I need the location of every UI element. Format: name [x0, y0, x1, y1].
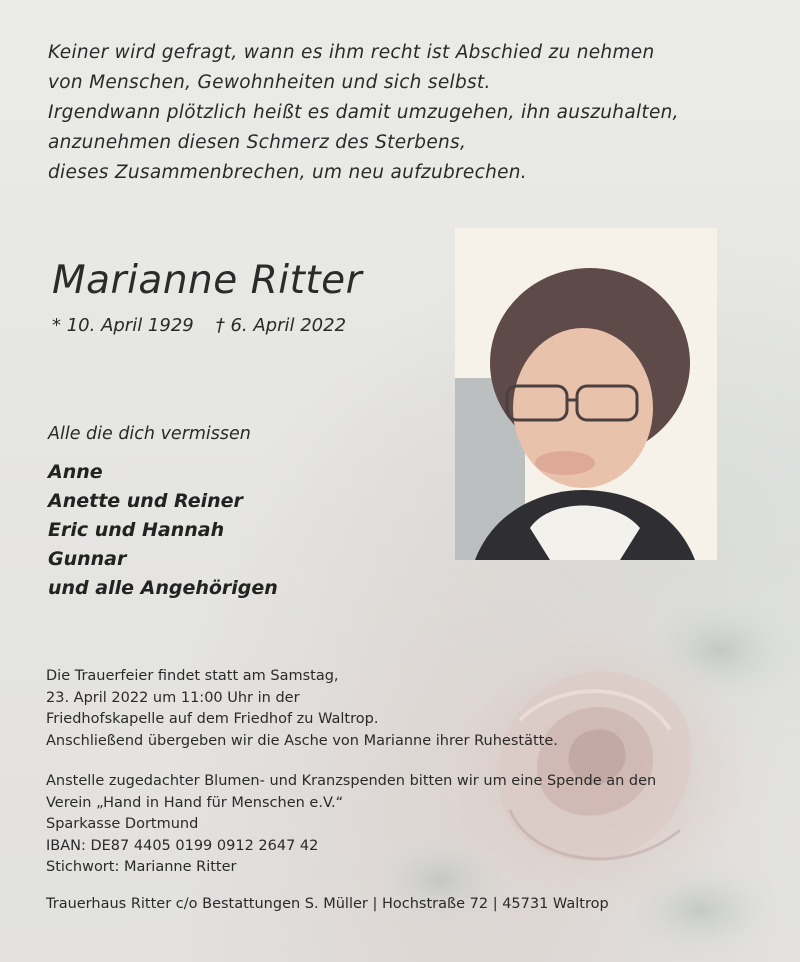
- mourner-name: und alle Angehörigen: [48, 577, 278, 599]
- portrait-image: [455, 228, 717, 560]
- service-line: Die Trauerfeier findet statt am Samstag,: [46, 668, 339, 684]
- death-date: † 6. April 2022: [215, 315, 347, 336]
- donation-info: [46, 771, 656, 879]
- donation-line: Anstelle zugedachter Blumen- und Kranzspenden bitten wir um eine Spende an den: [46, 773, 657, 789]
- poem-line: anzunehmen diesen Schmerz des Sterbens,: [48, 132, 467, 153]
- mourner-name: Anne: [48, 461, 103, 483]
- mourners-list: [48, 458, 278, 603]
- portrait-photo: [455, 228, 717, 560]
- donation-line: Sparkasse Dortmund: [46, 816, 199, 832]
- mourner-name: Anette und Reiner: [48, 490, 243, 512]
- service-line: Friedhofskapelle auf dem Friedhof zu Waltrop.: [46, 711, 379, 727]
- donation-line: IBAN: DE87 4405 0199 0912 2647 42: [46, 837, 319, 854]
- deceased-name: Marianne Ritter: [52, 258, 363, 303]
- donation-line: Stichwort: Marianne Ritter: [46, 859, 237, 875]
- donation-line: Verein „Hand in Hand für Menschen e.V.“: [46, 794, 344, 811]
- service-line: Anschließend übergeben wir die Asche von Marianne ihrer Ruhestätte.: [46, 732, 558, 749]
- poem-line: Keiner wird gefragt, wann es ihm recht ist Abschied zu nehmen: [48, 42, 655, 63]
- funeral-service-info: [46, 666, 558, 752]
- life-dates: [52, 315, 346, 336]
- mourner-name: Eric und Hannah: [48, 519, 225, 541]
- funeral-home-footer: Trauerhaus Ritter c/o Bestattungen S. Müller | Hochstraße 72 | 45731 Waltrop: [46, 896, 609, 912]
- mourners-label: Alle die dich vermissen: [48, 424, 251, 444]
- poem-line: dieses Zusammenbrechen, um neu aufzubrechen.: [48, 162, 527, 183]
- poem-line: von Menschen, Gewohnheiten und sich selbst.: [48, 72, 491, 93]
- poem: [48, 38, 679, 188]
- poem-line: Irgendwann plötzlich heißt es damit umzugehen, ihn auszuhalten,: [48, 102, 679, 123]
- mourner-name: Gunnar: [48, 548, 127, 570]
- service-line: 23. April 2022 um 11:00 Uhr in der: [46, 689, 300, 706]
- birth-date: * 10. April 1929: [52, 315, 194, 336]
